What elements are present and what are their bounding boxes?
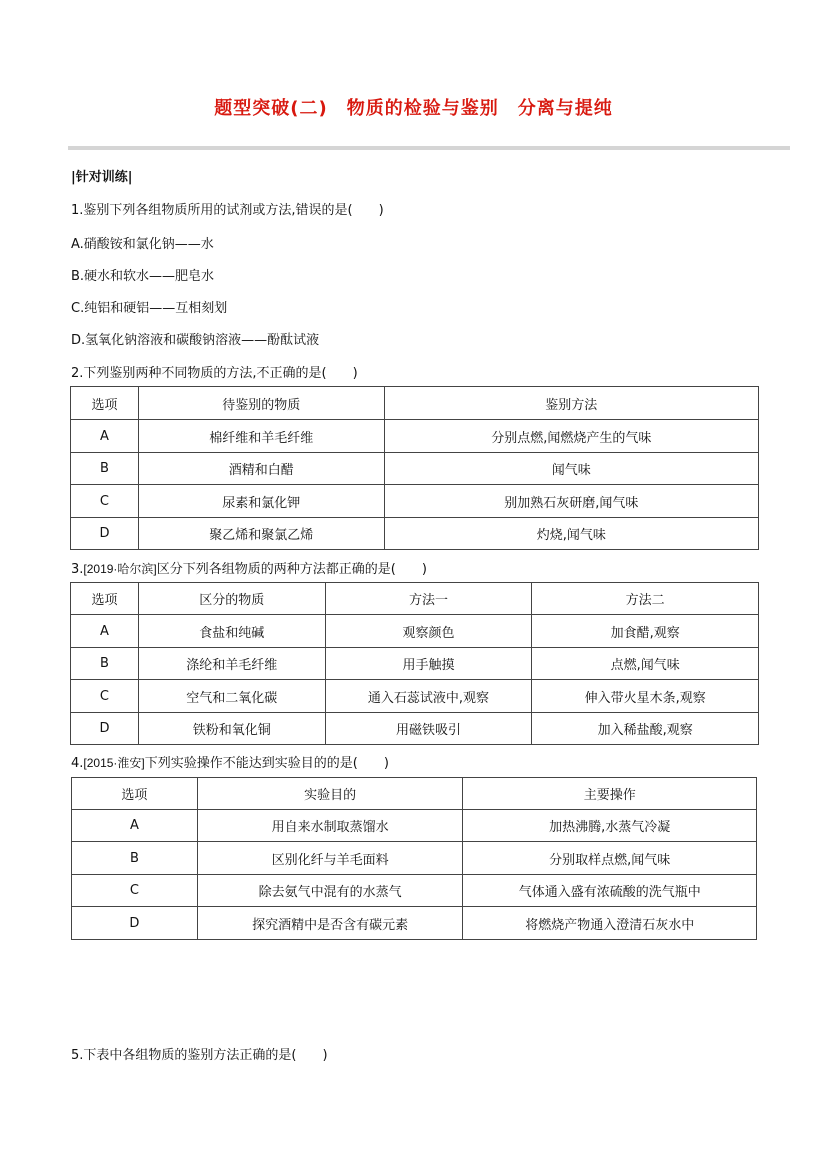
table-header-cell: 鉴别方法 <box>384 387 758 420</box>
table-row <box>72 810 757 842</box>
table-cell: 加食醋,观察 <box>532 615 759 648</box>
title-divider <box>68 146 790 150</box>
table-cell: 涤纶和羊毛纤维 <box>138 648 325 680</box>
table-cell: A <box>71 615 139 648</box>
q2-table <box>70 386 759 550</box>
table-row <box>71 615 759 648</box>
table-header-row <box>71 583 759 615</box>
table-row <box>71 713 759 745</box>
table-cell: 分别点燃,闻燃烧产生的气味 <box>384 420 758 453</box>
table-header-cell: 待鉴别的物质 <box>138 387 384 420</box>
table-cell: 用手触摸 <box>325 648 532 680</box>
table-header-cell: 方法二 <box>532 583 759 615</box>
q4-table <box>71 777 757 940</box>
table-cell: B <box>71 453 139 485</box>
q1-option-b: B.硬水和软水——肥皂水 <box>71 269 215 284</box>
table-row <box>71 518 759 550</box>
table-header-cell: 实验目的 <box>197 778 463 810</box>
table-cell: 尿素和氯化钾 <box>138 485 384 518</box>
table-cell: 将燃烧产物通入澄清石灰水中 <box>463 907 757 940</box>
table-cell: B <box>72 842 198 875</box>
table-cell: 通入石蕊试液中,观察 <box>325 680 532 713</box>
table-header-cell: 方法一 <box>325 583 532 615</box>
table-cell: 棉纤维和羊毛纤维 <box>138 420 384 453</box>
table-cell: 用自来水制取蒸馏水 <box>197 810 463 842</box>
table-cell: 伸入带火星木条,观察 <box>532 680 759 713</box>
page-title: 题型突破(二) 物质的检验与鉴别 分离与提纯 <box>214 98 613 119</box>
table-header-row <box>71 387 759 420</box>
table-cell: 酒精和白醋 <box>138 453 384 485</box>
table-cell: 分别取样点燃,闻气味 <box>463 842 757 875</box>
table-cell: A <box>71 420 139 453</box>
q3-stem <box>71 558 427 577</box>
table-cell: 用磁铁吸引 <box>325 713 532 745</box>
table-cell: 灼烧,闻气味 <box>384 518 758 550</box>
table-cell: 探究酒精中是否含有碳元素 <box>197 907 463 940</box>
table-row <box>72 907 757 940</box>
q4-source-ref: [2015·淮安] <box>83 756 145 770</box>
table-cell: 加热沸腾,水蒸气冷凝 <box>463 810 757 842</box>
table-cell: B <box>71 648 139 680</box>
table-cell: 空气和二氧化碳 <box>138 680 325 713</box>
table-header-row <box>72 778 757 810</box>
table-header-cell: 选项 <box>72 778 198 810</box>
table-header-cell: 主要操作 <box>463 778 757 810</box>
table-cell: 加入稀盐酸,观察 <box>532 713 759 745</box>
table-header-cell: 选项 <box>71 583 139 615</box>
q3-number: 3. <box>71 562 84 577</box>
table-cell: C <box>71 680 139 713</box>
table-cell: 气体通入盛有浓硫酸的洗气瓶中 <box>463 875 757 907</box>
table-cell: 闻气味 <box>384 453 758 485</box>
table-row <box>71 680 759 713</box>
q3-table <box>70 582 759 745</box>
table-cell: D <box>71 713 139 745</box>
table-row <box>71 420 759 453</box>
q4-stem <box>71 752 389 771</box>
table-cell: 观察颜色 <box>325 615 532 648</box>
table-cell: D <box>72 907 198 940</box>
q4-number: 4. <box>71 756 84 771</box>
table-cell: 区别化纤与羊毛面料 <box>197 842 463 875</box>
q1-option-c: C.纯铝和硬铝——互相刻划 <box>71 301 228 316</box>
table-cell: C <box>71 485 139 518</box>
table-cell: 铁粉和氧化铜 <box>138 713 325 745</box>
table-cell: 点燃,闻气味 <box>532 648 759 680</box>
table-cell: C <box>72 875 198 907</box>
table-row <box>71 648 759 680</box>
table-cell: 别加熟石灰研磨,闻气味 <box>384 485 758 518</box>
table-row <box>72 875 757 907</box>
table-cell: D <box>71 518 139 550</box>
table-header-cell: 选项 <box>71 387 139 420</box>
table-row <box>71 453 759 485</box>
q3-stem-text: 区分下列各组物质的两种方法都正确的是( ) <box>156 562 427 577</box>
q5-stem: 5.下表中各组物质的鉴别方法正确的是( ) <box>71 1048 328 1063</box>
q1-option-a: A.硝酸铵和氯化钠——水 <box>71 237 214 252</box>
table-cell: A <box>72 810 198 842</box>
section-tag: |针对训练| <box>71 170 133 185</box>
q2-stem: 2.下列鉴别两种不同物质的方法,不正确的是( ) <box>71 366 358 381</box>
q1-stem: 1.鉴别下列各组物质所用的试剂或方法,错误的是( ) <box>71 203 384 218</box>
table-cell: 除去氨气中混有的水蒸气 <box>197 875 463 907</box>
table-row <box>72 842 757 875</box>
table-cell: 食盐和纯碱 <box>138 615 325 648</box>
q1-option-d: D.氢氧化钠溶液和碳酸钠溶液——酚酞试液 <box>71 333 320 348</box>
table-header-cell: 区分的物质 <box>138 583 325 615</box>
table-cell: 聚乙烯和聚氯乙烯 <box>138 518 384 550</box>
q4-stem-text: 下列实验操作不能达到实验目的的是( ) <box>144 756 389 771</box>
table-row <box>71 485 759 518</box>
q3-source-ref: [2019·哈尔滨] <box>83 562 157 576</box>
